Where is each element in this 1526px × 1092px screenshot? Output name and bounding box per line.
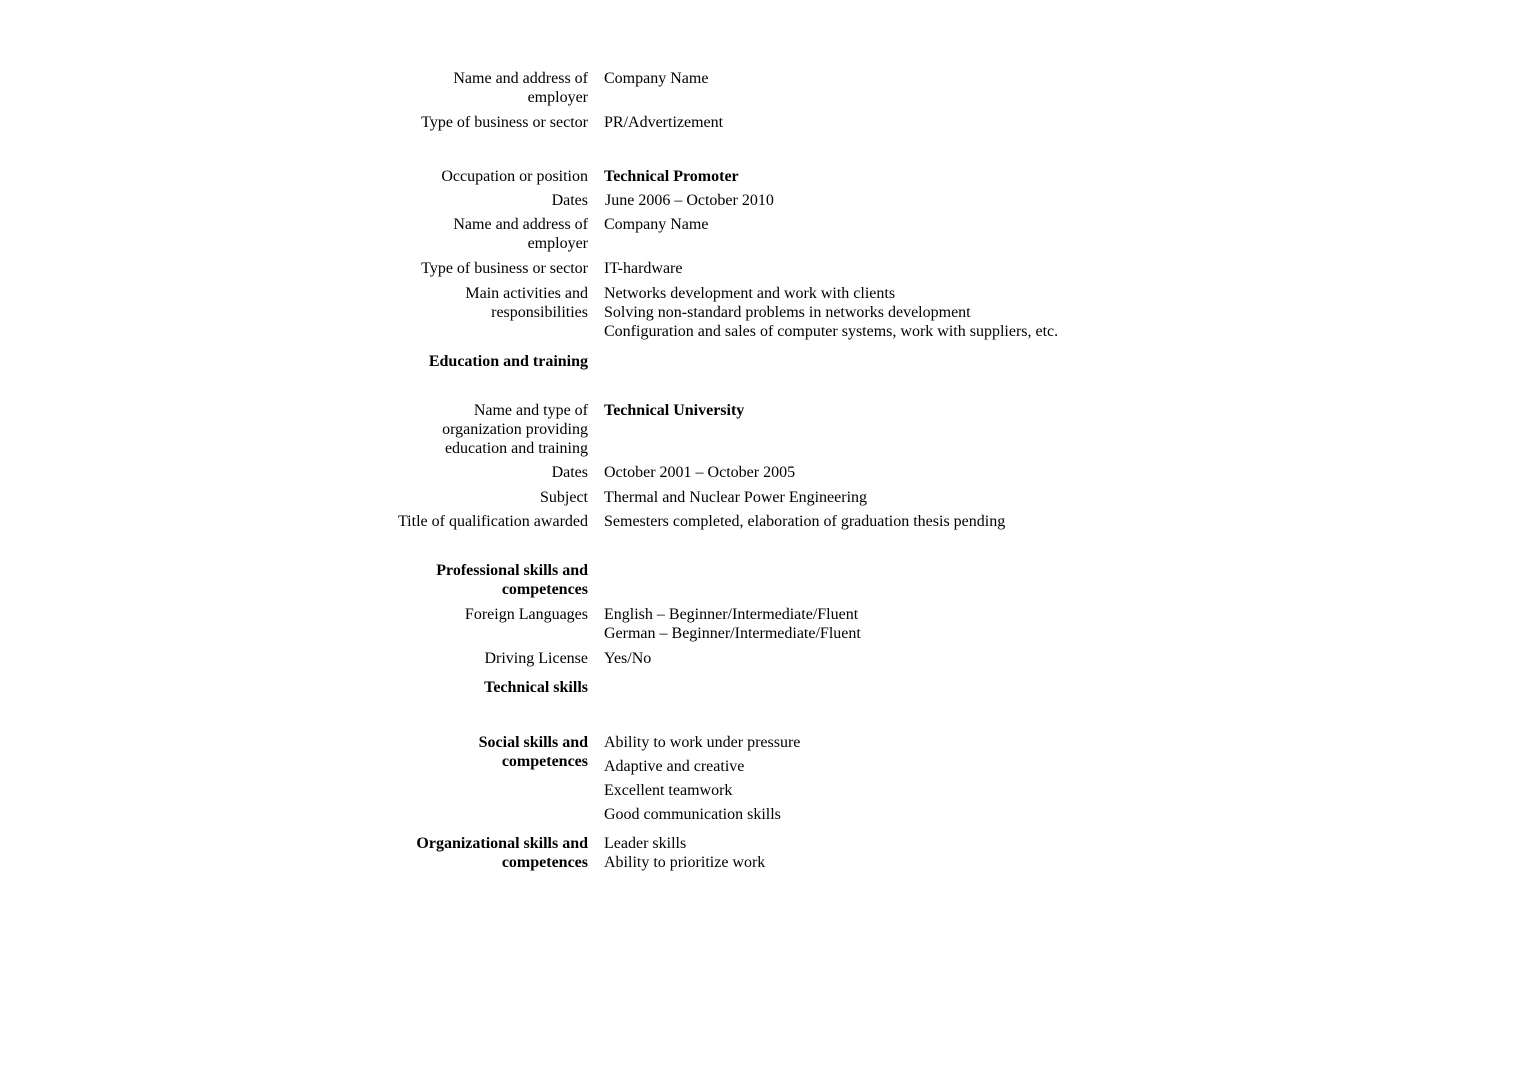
value-line: German – Beginner/Intermediate/Fluent [604,625,861,642]
field-value [604,113,1304,132]
value-line: Configuration and sales of computer systems, work with suppliers, etc. [604,323,1059,340]
label-line: Professional skills and [436,562,588,579]
section-heading [360,561,588,599]
value-line: English – Beginner/Intermediate/Fluent [604,606,859,623]
label-line: Name and type of [473,402,588,419]
field-label [360,605,588,624]
value-line: Ability to prioritize work [604,854,766,871]
value-line: Adaptive and creative [604,758,745,775]
value-line: IT-hardware [604,260,683,277]
label-line: responsibilities [491,304,588,321]
field-value [604,649,1304,668]
value-line: Company Name [604,216,709,233]
field-value [604,69,1304,88]
field-label [360,463,588,482]
field-label [360,401,588,458]
field-label [360,488,588,507]
field-value [604,215,1304,234]
label-line: employer [527,235,588,252]
label-line: organization providing [442,421,588,438]
section-heading [360,834,588,872]
field-label [360,113,588,132]
label-line: Dates [551,192,588,209]
label-line: Technical skills [484,679,588,696]
field-value [604,284,1304,341]
value-line: Company Name [604,70,709,87]
label-line: Dates [551,464,588,481]
field-label [360,215,588,253]
field-value [605,191,1305,210]
value-line: Solving non-standard problems in networks development [604,304,971,321]
field-value [604,259,1304,278]
field-value [604,463,1304,482]
label-line: Subject [540,489,588,506]
label-line: Organizational skills and [416,835,588,852]
label-line: competences [501,581,588,598]
label-line: employer [527,89,588,106]
value-line: Technical University [604,402,745,419]
value-line: Excellent teamwork [604,782,733,799]
field-value [604,167,1304,186]
value-line: Technical Promoter [604,168,739,185]
label-line: Type of business or sector [421,114,588,131]
field-value [604,834,1304,872]
value-line: October 2001 – October 2005 [604,464,796,481]
section-heading [360,678,588,697]
field-value [604,733,1304,824]
value-line: Yes/No [604,650,652,667]
value-line: June 2006 – October 2010 [605,192,774,209]
section-heading [360,733,588,771]
label-line: competences [501,854,588,871]
value-line: Leader skills [604,835,687,852]
field-label [360,649,588,668]
value-line: Semesters completed, elaboration of graduation thesis pending [604,513,1006,530]
field-value [604,488,1304,507]
field-label [360,259,588,278]
label-line: Name and address of [453,70,588,87]
label-line: Foreign Languages [464,606,588,623]
field-label [360,284,588,322]
label-line: Education and training [428,353,588,370]
field-label [360,191,588,210]
label-line: Driving License [484,650,588,667]
label-line: Type of business or sector [421,260,588,277]
field-label [360,167,588,186]
label-line: education and training [444,440,588,457]
value-line: Thermal and Nuclear Power Engineering [604,489,868,506]
section-heading [360,352,588,371]
value-line: Ability to work under pressure [604,734,801,751]
label-line: Name and address of [453,216,588,233]
field-value [604,401,1304,420]
field-label [360,512,588,531]
label-line: Title of qualification awarded [397,513,588,530]
value-line: Good communication skills [604,806,781,823]
field-value [604,605,1304,643]
field-label [360,69,588,107]
value-line: Networks development and work with clients [604,285,896,302]
label-line: Occupation or position [441,168,588,185]
label-line: competences [501,753,588,770]
value-line: PR/Advertizement [604,114,724,131]
field-value [604,512,1304,531]
label-line: Main activities and [465,285,588,302]
label-line: Social skills and [478,734,588,751]
